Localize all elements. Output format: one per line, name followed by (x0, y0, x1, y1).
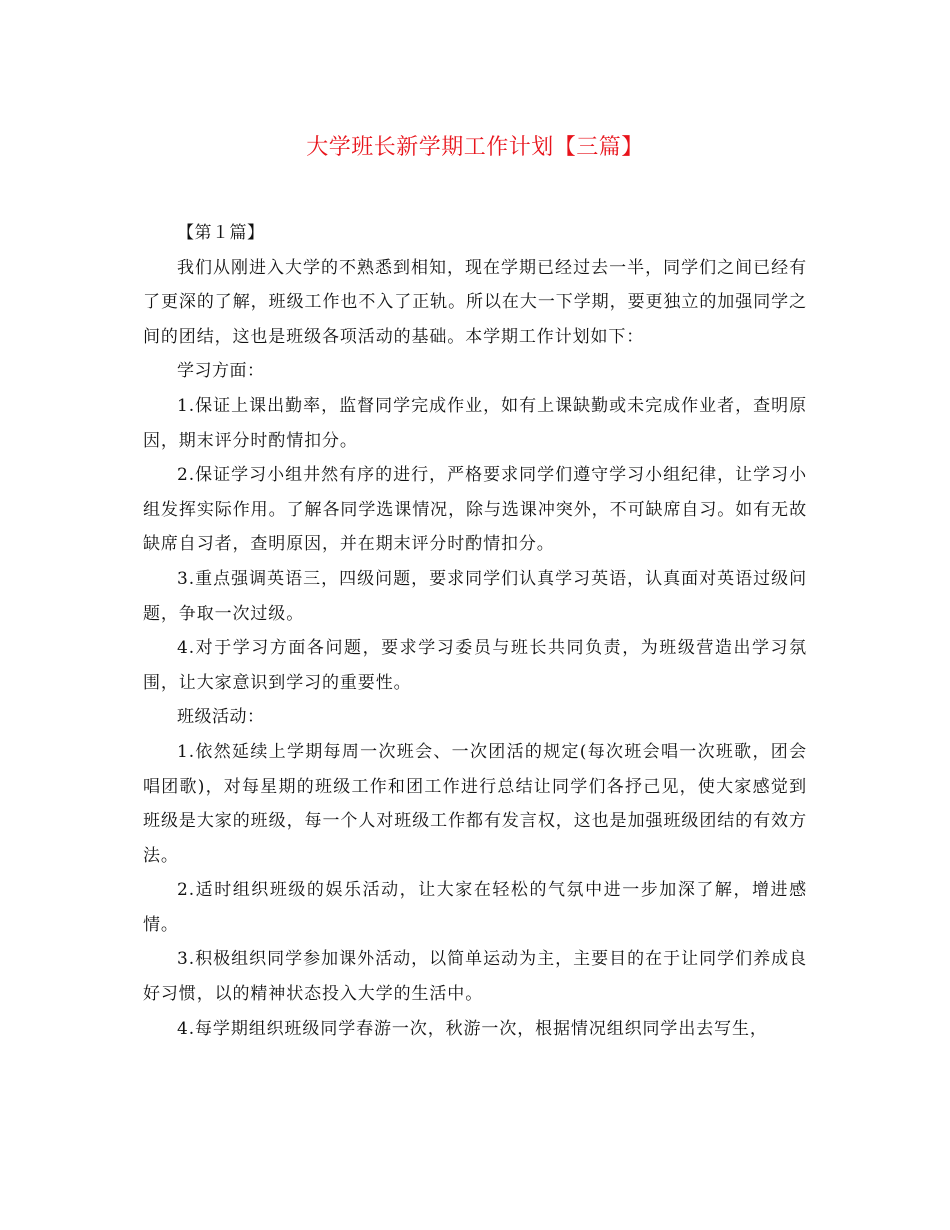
activity-item-3: 3.积极组织同学参加课外活动，以简单运动为主，主要目的在于让同学们养成良好习惯，以的精神状态投入大学的生活中。 (143, 949, 807, 1005)
study-item-4: 4.对于学习方面各问题，要求学习委员与班长共同负责，为班级营造出学习氛围，让大家意识到学习的重要性。 (143, 638, 807, 693)
study-item-2: 2.保证学习小组井然有序的进行，严格要求同学们遵守学习小组纪律，让学习小组发挥实际作用。了解各同学选课情况，除与选课冲突外，不可缺席自习。如有无故缺席自习者，查明原因，并在期末评分时酌情扣分。 (143, 465, 807, 555)
class-activity-heading: 班级活动： (177, 707, 265, 728)
intro-paragraph: 我们从刚进入大学的不熟悉到相知，现在学期已经过去一半，同学们之间已经有了更深的了解，班级工作也不入了正轨。所以在大一下学期，要更独立的加强同学之间的团结，这也是班级各项活动的基础。本学期工作计划如下： (143, 257, 807, 347)
activity-item-4: 4.每学期组织班级同学春游一次，秋游一次，根据情况组织同学出去写生， (177, 1018, 768, 1039)
study-item-3: 3.重点强调英语三，四级问题，要求同学们认真学习英语，认真面对英语过级问题，争取一次过级。 (143, 568, 807, 624)
activity-item-1: 1.依然延续上学期每周一次班会、一次团活的规定(每次班会唱一次班歌，团会唱团歌)，对每星期的班级工作和团工作进行总结让同学们各抒己见，使大家感觉到班级是大家的班级，每一个人对班级工作都有发言权，这也是加强班级团结的有效方法。 (143, 741, 807, 866)
document-title: 大学班长新学期工作计划【三篇】 (306, 135, 644, 160)
study-section-heading: 学习方面： (177, 361, 265, 382)
section-heading-part-1: 【第１篇】 (177, 223, 265, 243)
activity-item-2: 2.适时组织班级的娱乐活动，让大家在轻松的气氛中进一步加深了解，增进感情。 (143, 880, 807, 935)
study-item-1: 1.保证上课出勤率，监督同学完成作业，如有上课缺勤或未完成作业者，查明原因，期末评分时酌情扣分。 (143, 395, 807, 451)
document-body (143, 216, 807, 1046)
